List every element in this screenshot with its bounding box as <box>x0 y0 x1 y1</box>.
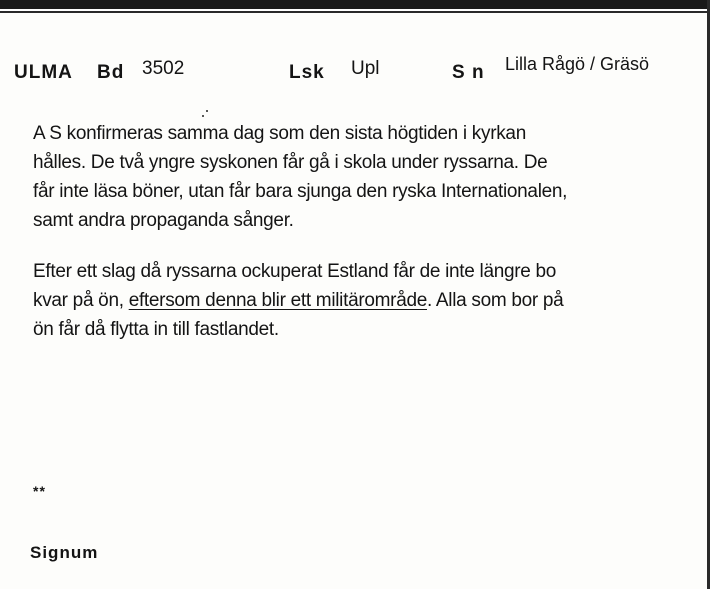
paragraph-1-line: A S konfirmeras samma dag som den sista högtiden i kyrkan <box>33 123 526 144</box>
paragraph-2-text: . Alla som bor på <box>427 290 564 311</box>
card-top-border <box>0 0 710 9</box>
sn-value: Lilla Rågö / Gräsö <box>505 54 650 74</box>
scan-speck <box>202 115 204 117</box>
paragraph-2-line <box>33 286 698 315</box>
paragraph-1-line: får inte läsa böner, utan får bara sjunga den ryska Internationalen, <box>33 181 568 202</box>
paragraph-1-line: samt andra propaganda sånger. <box>33 210 294 231</box>
paragraph-2 <box>33 257 698 344</box>
paragraph-1-line: hålles. De två yngre syskonen får gå i skola under ryssarna. De <box>33 152 548 173</box>
asterisk-marks: ** <box>33 483 46 499</box>
lsk-value: Upl <box>351 58 380 79</box>
lsk-label: Lsk <box>289 62 325 83</box>
archive-label: ULMA <box>14 62 73 83</box>
paragraph-1 <box>33 119 698 235</box>
card-top-rule <box>0 11 710 13</box>
bd-value: 3502 <box>142 58 185 79</box>
underlined-phrase: eftersom denna blir ett militärområde <box>128 290 427 311</box>
scan-speck <box>206 110 208 112</box>
paragraph-2-line: Efter ett slag då ryssarna ockuperat Estland får de inte längre bo <box>33 261 557 282</box>
sn-label: S n <box>452 62 485 83</box>
signum-label: Signum <box>30 543 99 562</box>
paragraph-2-text: kvar på ön, <box>33 290 129 311</box>
paragraph-2-line: ön får då flytta in till fastlandet. <box>33 319 279 340</box>
bd-label: Bd <box>97 62 125 83</box>
